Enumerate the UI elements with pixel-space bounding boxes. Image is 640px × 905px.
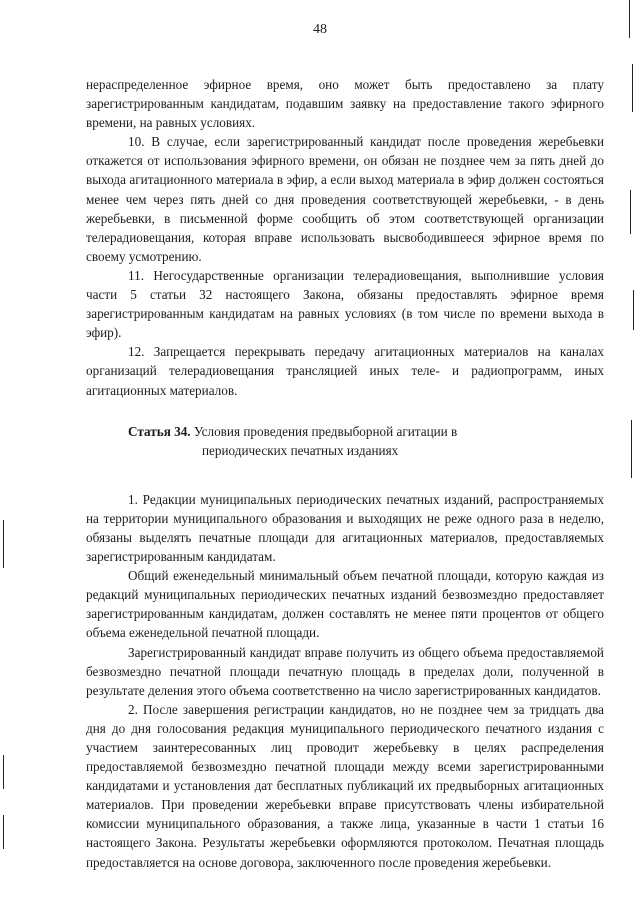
scan-edge-mark <box>629 0 630 38</box>
paragraph-continuation: нераспределенное эфирное время, оно может быть предоставлено за плату зарегистрированным кандидатам, подавшим заявку на предоставление такого эфирного времени, на равных условиях. <box>86 77 604 131</box>
scan-edge-mark <box>3 755 4 789</box>
document-body <box>86 75 604 872</box>
paragraph-10: 10. В случае, если зарегистрированный кандидат после проведения жеребьевки откажется от использования эфирного времени, он обязан не позднее чем за пять дней до выхода агитационного материала в эфир, а если выход материала в эфир должен состояться менее чем через пять дней со дня проведения соответствующей жеребьевки, - в день жеребьевки, в письменной форме сообщить об этом соответствующей организации телерадиовещания, которая вправе использовать высвободившееся эфирное время по своему усмотрению. <box>86 134 604 264</box>
article-34-paragraph-1b: Общий еженедельный минимальный объем печатной площади, которую каждая из редакций муниципальных периодических печатных изданий безвозмездно предоставляет зарегистрированным кандидатам, должен составлять не менее пяти процентов от общего объема еженедельной печатной площади. <box>86 568 604 641</box>
scan-edge-mark <box>633 290 634 330</box>
article-34-heading <box>86 422 604 460</box>
article-34-label: Статья 34. <box>128 423 191 439</box>
article-34-paragraph-1: 1. Редакции муниципальных периодических печатных изданий, распространяемых на территории муниципального образования и выходящих не реже одного раза в неделю, обязаны выделять печатные площади для агитационных материалов, предоставляемых зарегистрированным кандидатам. <box>86 491 604 565</box>
article-34-heading-line1 <box>128 422 604 441</box>
scan-edge-mark <box>3 815 4 849</box>
scan-edge-mark <box>631 420 632 478</box>
article-34-title-line2: периодических печатных изданиях <box>202 442 399 458</box>
article-34-paragraph-1c: Зарегистрированный кандидат вправе получить из общего объема предоставляемой безвозмездно печатной площади печатную площадь в пределах доли, полученной в результате деления этого объема соответственно на число зарегистрированных кандидатов. <box>86 644 604 698</box>
scan-edge-mark <box>632 64 633 112</box>
article-34-title-line1: Условия проведения предвыборной агитации в <box>193 423 458 439</box>
scan-edge-mark <box>3 520 4 568</box>
article-34-paragraph-2: 2. После завершения регистрации кандидатов, но не позднее чем за тридцать два дня до дня голосования редакция муниципального периодического печатного издания с участием заинтересованных лиц проводит жеребьевку в целях распределения предоставляемой безвозмездно печатной площади между всеми зарегистрированными кандидатами и установления дат бесплатных публикаций их предвыборных агитационных материалов. При проведении жеребьевки вправе присутствовать члены избирательной комиссии муниципального образования, а также лица, указанные в части 1 статьи 16 настоящего Закона. Результаты жеребьевки оформляются протоколом. Печатная площадь предоставляется на основе договора, заключенного после проведения жеребьевки. <box>86 701 604 870</box>
paragraph-11: 11. Негосударственные организации телерадиовещания, выполнившие условия части 5 статьи 32 настоящего Закона, обязаны предоставлять эфирное время зарегистрированным кандидатам на равных условиях (в том числе по времени выхода в эфир). <box>86 267 604 341</box>
page-number: 48 <box>313 22 327 37</box>
paragraph-12: 12. Запрещается перекрывать передачу агитационных материалов на каналах организаций телерадиовещания трансляцией иных теле- и радиопрограмм, иных агитационных материалов. <box>86 344 604 398</box>
scan-edge-mark <box>630 190 631 234</box>
